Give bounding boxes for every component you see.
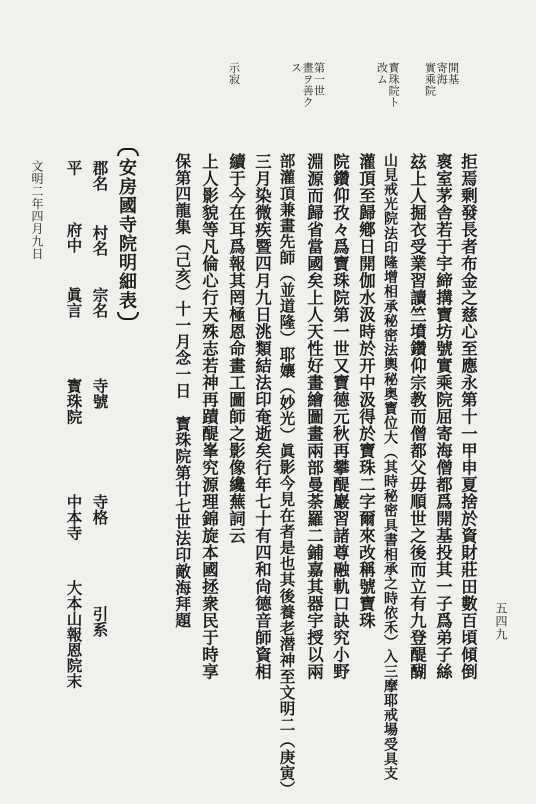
body-line-3: 玆上人掘衣受業習讀竺墳鑽仰宗教而僧都父毋順世之後而立有九登醍醐 <box>407 153 427 680</box>
table-header-jigo: 寺號 <box>90 378 110 409</box>
body-line-9: 三月染微疾暨四月九日洮類結法印奄逝矣行年七十有四和尙德音師資相 <box>252 153 272 680</box>
body-line-4: 山見戒光院法印隆增相承秘密法輿秘奥寳位大（其時秘密具書相承之時依禾）入三摩耶戒場受具支 <box>382 153 398 781</box>
table-cell-mura: 府中 <box>64 222 84 253</box>
body-line-6: 院鑽仰孜々爲寶珠院第一世又寶德元秋再攀醍巖習諸尊融軌口訣究小野 <box>330 153 350 680</box>
table-header-shu: 宗名 <box>90 287 110 318</box>
table-title: 安房國寺院明細表 <box>116 158 137 310</box>
table-cell-gun: 平 <box>64 160 84 176</box>
headnote-kaiki: 開基 寄海 實乘院 <box>423 62 460 97</box>
bracket-bottom <box>117 312 139 320</box>
bracket-top <box>117 148 139 156</box>
body-line-5: 灌頂至歸鄕日開伽水汲時於开中汲得於寶珠二字爾來改稱號寶珠 <box>356 153 376 629</box>
headnote-painting: 畫ヲ善ク ス <box>289 62 315 108</box>
table-cell-inkei: 大本山報恩院末 <box>64 580 84 689</box>
table-cell-shu: 眞言 <box>64 287 84 318</box>
body-line-10: 續于今在耳爲報其罔極恩命畫工圖師之影像纔蕪詞云 <box>226 153 246 544</box>
headnote-rename: 寳珠院ト 改ム <box>375 62 401 108</box>
table-cell-jigo: 寳珠院 <box>64 378 84 425</box>
table-header-gun: 郡名 <box>90 160 110 191</box>
body-line-7: 淵源而歸省當國矣上人天性好畫繪圖畫兩部曼荼羅二鋪嘉其器宇授以兩 <box>304 153 324 680</box>
footer-date: 文明二年四月九日 <box>29 160 44 260</box>
body-line-1: 拒焉剰發長者布金之慈心至應永第十一甲申夏捨於資財莊田數百頃傾倒 <box>458 153 478 680</box>
body-line-12: 保第四龍集（己亥）十一月念一日 寳珠院第廿七世法印敵海拜題 <box>172 153 192 629</box>
body-line-8: 部灌頂兼畫先師（並道隆）耶孃（妙光）眞影今見在者是也其後養老潜神至文明二（庚寅） <box>277 153 297 797</box>
page-number: 五四九 <box>494 602 508 641</box>
table-header-inkei: 引系 <box>90 606 110 637</box>
headnote-death: 示寂 <box>227 62 241 85</box>
body-line-11: 上人影貌等凡倫心行天殊志若神再蹟醍峯究源理錦旋本國拯衆民于時享 <box>199 153 219 680</box>
table-header-jikaku: 寺格 <box>90 494 110 525</box>
table-header-mura: 村名 <box>90 225 110 256</box>
table-title-box <box>117 154 137 314</box>
headnote-first-abbot: 第一世 <box>312 62 326 97</box>
body-line-2: 褱室茅舎若于宇締搆寶坊號實乘院屈寄海僧都爲開基投其一子爲弟子絲 <box>433 153 453 680</box>
table-cell-jikaku: 中本寺 <box>64 494 84 541</box>
